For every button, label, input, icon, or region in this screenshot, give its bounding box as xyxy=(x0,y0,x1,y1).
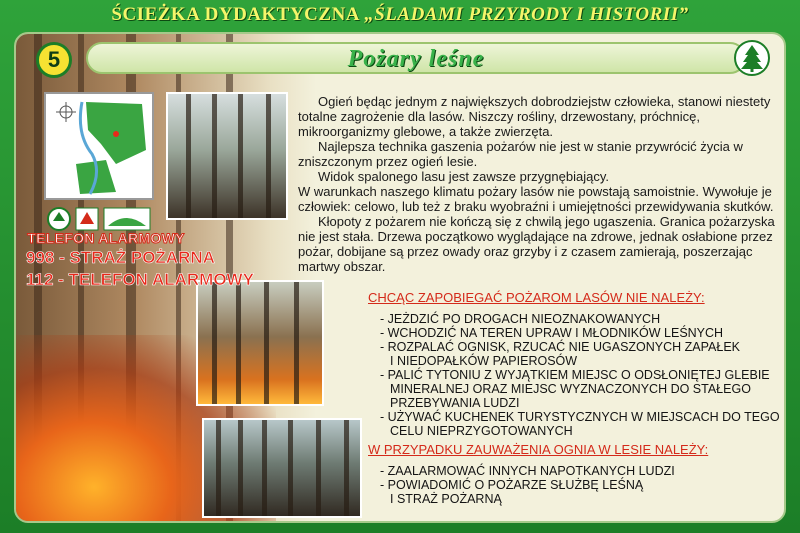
list-item: I STRAŻ POŻARNĄ xyxy=(390,492,502,506)
burnt-forest-photo-bottom xyxy=(202,418,362,518)
fire-brigade-number: 998 - STRAŻ POŻARNA xyxy=(26,248,215,267)
list-item: - ROZPALAĆ OGNISK, RZUCAĆ NIE UGASZONYCH ZAPAŁEK xyxy=(380,340,741,354)
spruce-tree-icon xyxy=(734,40,770,76)
main-text xyxy=(298,94,782,274)
fire-action-heading: W PRZYPADKU ZAUWAŻENIA OGNIA W LESIE NALEŻY: xyxy=(368,442,709,457)
station-number-badge: 5 xyxy=(36,42,72,78)
forest-fire-photo xyxy=(196,280,324,406)
paragraph-4: W warunkach naszego klimatu pożary lasów nie powstają samoistnie. Wywołuje je człowiek: celowo, lub też z braku wyobraźni i umiejętności przewidywania skutków. xyxy=(298,184,774,214)
board-subtitle: Pożary leśne xyxy=(347,46,485,72)
fire-action-list xyxy=(380,464,784,506)
prevention-list xyxy=(380,312,784,438)
burnt-forest-photo-top xyxy=(166,92,288,220)
list-item: CELU NIEPRZYGOTOWANYCH xyxy=(390,424,573,438)
list-item: - POWIADOMIĆ O POŻARZE SŁUŻBĘ LEŚNĄ xyxy=(380,478,644,492)
trail-title-prefix: ŚCIEŻKA DYDAKTYCZNA xyxy=(111,4,365,25)
list-item: MINERALNEJ ORAZ MIEJSC WYZNACZONYCH DO STAŁEGO xyxy=(390,382,751,396)
paragraph-2: Najlepsza technika gaszenia pożarów nie jest w stanie przywrócić życia w zniszczonym przez ogień lesie. xyxy=(298,139,743,169)
sponsor-logos xyxy=(46,206,156,232)
paragraph-1: Ogień będąc jednym z największych dobrodziejstw człowieka, stanowi niestety totalne zagrożenie dla lasów. Niszczy rośliny, drzewostany, próchnicę, mikroorganizmy glebowe, a także zwierzęta. xyxy=(298,94,771,139)
list-item: PRZEBYWANIA LUDZI xyxy=(390,396,520,410)
subtitle-banner xyxy=(86,42,746,74)
list-item: - WCHODZIĆ NA TEREN UPRAW I MŁODNIKÓW LEŚNYCH xyxy=(380,326,724,340)
list-item: - JEŻDZIĆ PO DROGACH NIEOZNAKOWANYCH xyxy=(380,312,661,326)
trail-map-image xyxy=(44,92,154,200)
paragraph-5: Kłopoty z pożarem nie kończą się z chwilą jego ugaszenia. Granica pożarzyska nie jest stała. Drzewa początkowo wyglądające na zdrowe, jednak osłabione przez pożar, dobijane są przez owady oraz grzyby i z czasem zamierają, poszerzając martwy obszar. xyxy=(298,214,775,274)
list-item: - PALIĆ TYTONIU Z WYJĄTKIEM MIEJSC O ODSŁONIĘTEJ GLEBIE xyxy=(380,368,770,382)
trail-title xyxy=(0,4,800,26)
emergency-heading: TELEFON ALARMOWY xyxy=(27,230,185,246)
list-item: I NIEDOPAŁKÓW PAPIEROSÓW xyxy=(390,354,578,368)
trail-title-name: „ŚLADAMI PRZYRODY I HISTORII” xyxy=(364,4,689,25)
list-item: - UŻYWAĆ KUCHENEK TURYSTYCZNYCH W MIEJSCACH DO TEGO xyxy=(380,410,780,424)
prevention-heading: CHCĄC ZAPOBIEGAĆ POŻAROM LASÓW NIE NALEŻY: xyxy=(368,290,705,305)
emergency-number: 112 - TELEFON ALARMOWY xyxy=(26,270,254,289)
list-item: - ZAALARMOWAĆ INNYCH NAPOTKANYCH LUDZI xyxy=(380,464,675,478)
content-panel xyxy=(14,32,786,523)
paragraph-3: Widok spalonego lasu jest zawsze przygnębiający. xyxy=(318,169,609,184)
